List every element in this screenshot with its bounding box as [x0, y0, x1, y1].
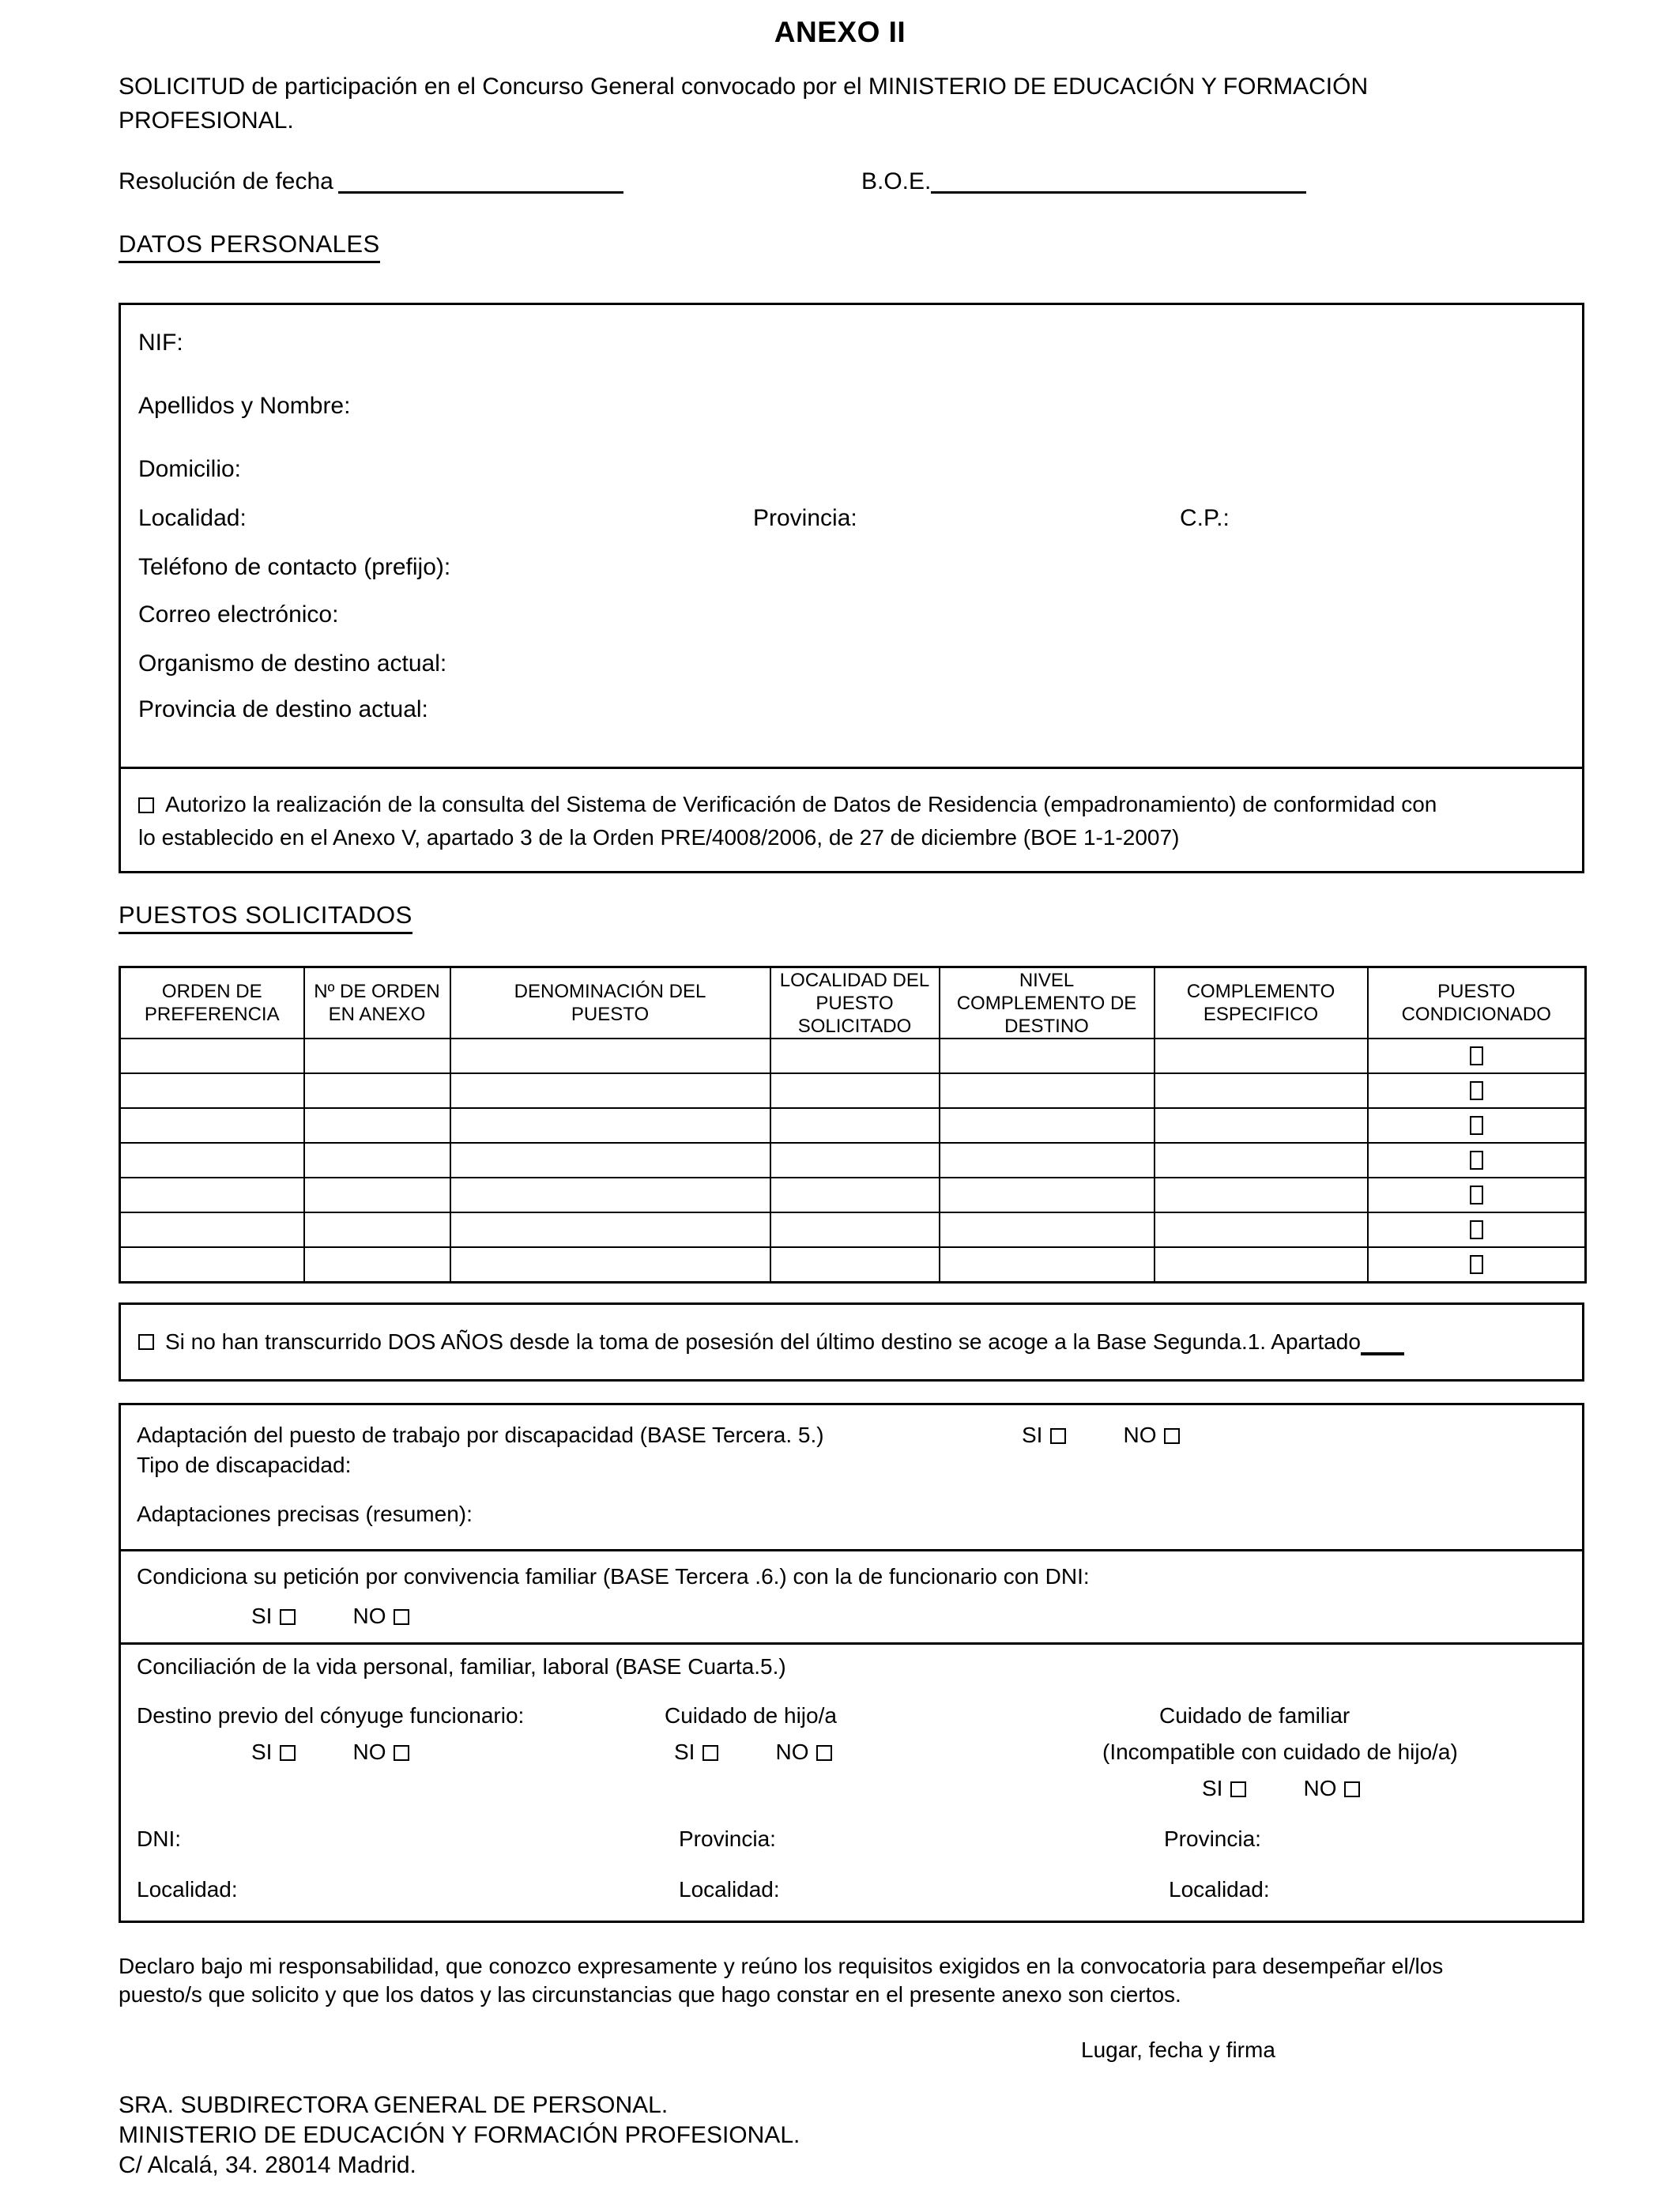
intro-paragraph [119, 70, 1588, 138]
provincia-field-3[interactable]: Provincia: [1164, 1826, 1261, 1851]
field-correo[interactable]: Correo electrónico: [138, 601, 339, 628]
resolution-row [119, 168, 1588, 205]
two-years-box [119, 1302, 1584, 1382]
condiciona-si-no [251, 1604, 409, 1629]
table-row [120, 1108, 1586, 1143]
col-header-localidad: LOCALIDAD DEL PUESTO SOLICITADO [770, 967, 940, 1039]
boe-label: B.O.E. [861, 168, 932, 194]
resolution-date-label: Resolución de fecha [119, 168, 333, 194]
si-label: SI [251, 1604, 273, 1628]
puestos-solicitados-heading: PUESTOS SOLICITADOS [119, 901, 412, 934]
page-title: ANEXO II [774, 16, 906, 48]
puesto-condicionado-checkbox[interactable] [1470, 1081, 1483, 1100]
cuidado-familiar-label: Cuidado de familiar [1159, 1703, 1350, 1728]
apartado-blank[interactable] [1361, 1329, 1404, 1355]
col-header-complemento-especifico: COMPLEMENTO ESPECIFICO [1155, 967, 1368, 1039]
table-row [120, 1073, 1586, 1108]
tipo-discapacidad-field[interactable]: Tipo de discapacidad: [137, 1453, 352, 1477]
addressee-line-2: MINISTERIO DE EDUCACIÓN Y FORMACIÓN PROFESIONAL. [119, 2122, 800, 2148]
intro-line-1: SOLICITUD de participación en el Concurso General convocado por el MINISTERIO DE EDUCACIÓN Y FORMACIÓN [119, 74, 1369, 100]
datos-personales-heading: DATOS PERSONALES [119, 230, 380, 263]
col-header-num-orden-anexo: Nº DE ORDEN EN ANEXO [304, 967, 450, 1039]
field-apellidos[interactable]: Apellidos y Nombre: [138, 393, 351, 419]
destino-conyuge-si-checkbox[interactable] [280, 1745, 296, 1761]
condiciona-label: Condiciona su petición por convivencia familiar (BASE Tercera .6.) con la de funcionario con DNI: [137, 1564, 1090, 1589]
destino-conyuge-label: Destino previo del cónyuge funcionario: [137, 1703, 525, 1728]
puesto-condicionado-checkbox[interactable] [1470, 1151, 1483, 1170]
field-domicilio[interactable]: Domicilio: [138, 456, 242, 482]
addressee-line-3: C/ Alcalá, 34. 28014 Madrid. [119, 2152, 416, 2178]
dni-field[interactable]: DNI: [137, 1826, 181, 1851]
cuidado-familiar-no-checkbox[interactable] [1344, 1781, 1360, 1797]
puesto-condicionado-checkbox[interactable] [1470, 1255, 1483, 1274]
si-label: SI [674, 1740, 695, 1764]
col-header-orden-preferencia: ORDEN DE PREFERENCIA [120, 967, 304, 1039]
no-label: NO [352, 1740, 386, 1764]
field-organismo[interactable]: Organismo de destino actual: [138, 650, 447, 677]
conciliacion-heading: Conciliación de la vida personal, familiar, laboral (BASE Cuarta.5.) [137, 1654, 786, 1679]
conditions-box [119, 1403, 1584, 1923]
two-years-note: Si no han transcurrido DOS AÑOS desde la toma de posesión del último destino se acoge a la Base Segunda.1. Apartado [165, 1329, 1361, 1354]
localidad-field-1[interactable]: Localidad: [137, 1877, 238, 1902]
field-localidad[interactable]: Localidad: [138, 505, 247, 531]
puesto-condicionado-checkbox[interactable] [1470, 1186, 1483, 1204]
si-label: SI [1022, 1423, 1043, 1447]
cuidado-familiar-si-no [1202, 1776, 1360, 1801]
signature-caption: Lugar, fecha y firma [1081, 2038, 1275, 2062]
col-header-puesto-condicionado: PUESTO CONDICIONADO [1368, 967, 1586, 1039]
adaptacion-section [121, 1405, 1582, 1549]
puesto-condicionado-checkbox[interactable] [1470, 1220, 1483, 1239]
addressee-line-1: SRA. SUBDIRECTORA GENERAL DE PERSONAL. [119, 2092, 669, 2118]
col-header-nivel-complemento: NIVEL COMPLEMENTO DE DESTINO [940, 967, 1155, 1039]
field-telefono[interactable]: Teléfono de contacto (prefijo): [138, 554, 451, 580]
provincia-field-2[interactable]: Provincia: [679, 1826, 776, 1851]
condiciona-no-checkbox[interactable] [394, 1609, 409, 1625]
field-nif[interactable]: NIF: [138, 330, 183, 356]
adaptacion-si-checkbox[interactable] [1050, 1428, 1066, 1444]
table-row [120, 1247, 1586, 1283]
localidad-field-2[interactable]: Localidad: [679, 1877, 780, 1902]
table-row [120, 1178, 1586, 1212]
table-header-row [120, 967, 1586, 1039]
puestos-table [119, 966, 1587, 1284]
table-row [120, 1143, 1586, 1178]
personal-data-box [119, 303, 1584, 873]
col-header-denominacion: DENOMINACIÓN DEL PUESTO [450, 967, 770, 1039]
residence-consent-section [121, 767, 1582, 873]
destino-conyuge-no-checkbox[interactable] [394, 1745, 409, 1761]
intro-line-2: PROFESIONAL. [119, 107, 294, 134]
field-provincia[interactable]: Provincia: [753, 505, 857, 531]
no-label: NO [775, 1740, 809, 1764]
no-label: NO [1123, 1423, 1157, 1447]
resolution-date-blank[interactable] [338, 168, 623, 194]
two-years-checkbox[interactable] [138, 1334, 154, 1350]
adaptacion-label: Adaptación del puesto de trabajo por discapacidad (BASE Tercera. 5.) [137, 1423, 824, 1447]
condiciona-si-checkbox[interactable] [280, 1609, 296, 1625]
puesto-condicionado-checkbox[interactable] [1470, 1046, 1483, 1065]
cuidado-hijo-si-checkbox[interactable] [703, 1745, 718, 1761]
puesto-condicionado-checkbox[interactable] [1470, 1116, 1483, 1135]
no-label: NO [352, 1604, 386, 1628]
boe-group [861, 168, 1306, 195]
addressee-block [119, 2090, 800, 2181]
no-label: NO [1303, 1776, 1337, 1800]
si-label: SI [251, 1740, 273, 1764]
incompatible-note: (Incompatible con cuidado de hijo/a) [1102, 1740, 1458, 1764]
declaration-line-2: puesto/s que solicito y que los datos y las circunstancias que hago constar en el presente anexo son ciertos. [119, 1982, 1181, 2007]
consent-line-2: lo establecido en el Anexo V, apartado 3 de la Orden PRE/4008/2006, de 27 de diciembre (BOE 1-1-2007) [138, 825, 1180, 850]
conciliacion-section [121, 1642, 1582, 1921]
adaptacion-no-checkbox[interactable] [1164, 1428, 1180, 1444]
table-row [120, 1039, 1586, 1073]
cuidado-hijo-label: Cuidado de hijo/a [665, 1703, 837, 1728]
localidad-field-3[interactable]: Localidad: [1169, 1877, 1270, 1902]
cuidado-hijo-no-checkbox[interactable] [816, 1745, 832, 1761]
destino-conyuge-si-no [251, 1740, 409, 1765]
condiciona-section [121, 1549, 1582, 1642]
declaration-paragraph [119, 1952, 1565, 2009]
adaptaciones-precisas-field[interactable]: Adaptaciones precisas (resumen): [137, 1502, 473, 1526]
boe-blank[interactable] [931, 168, 1306, 194]
field-provincia-destino[interactable]: Provincia de destino actual: [138, 696, 428, 722]
consent-line-1: Autorizo la realización de la consulta del Sistema de Verificación de Datos de Residencia (empadronamiento) de conformidad con [138, 788, 1558, 821]
field-cp[interactable]: C.P.: [1180, 505, 1230, 531]
table-row [120, 1212, 1586, 1247]
cuidado-hijo-si-no [674, 1740, 832, 1765]
adaptacion-si-no [1022, 1423, 1180, 1448]
consent-checkbox[interactable] [138, 797, 154, 813]
si-label: SI [1202, 1776, 1223, 1800]
declaration-line-1: Declaro bajo mi responsabilidad, que conozco expresamente y reúno los requisitos exigidos en la convocatoria para desempeñar el/los [119, 1954, 1444, 1978]
cuidado-familiar-si-checkbox[interactable] [1230, 1781, 1246, 1797]
